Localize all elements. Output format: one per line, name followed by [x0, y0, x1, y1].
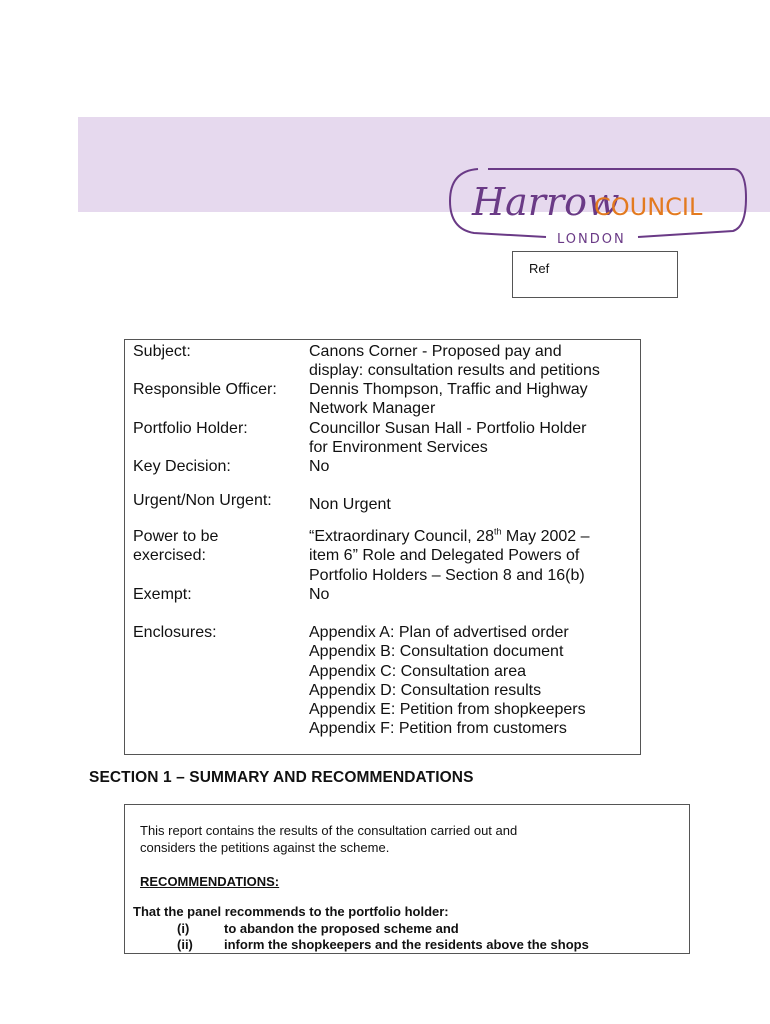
- portfolio-holder-line: Councillor Susan Hall - Portfolio Holder: [309, 420, 587, 437]
- power-label-line: exercised:: [133, 547, 206, 565]
- power-label: [133, 527, 313, 566]
- subject-value: [309, 342, 639, 381]
- exempt-value: No: [309, 586, 330, 603]
- responsible-officer-line: Network Manager: [309, 400, 436, 418]
- panel-recommendation-text: That the panel recommends to the portfolio holder:: [133, 904, 449, 919]
- recommendation-number: (ii): [177, 937, 193, 952]
- enclosure-item: Appendix B: Consultation document: [309, 643, 564, 661]
- summary-line: considers the petitions against the scheme.: [140, 840, 390, 855]
- power-value-line: Portfolio Holders – Section 8 and 16(b): [309, 566, 585, 584]
- power-label-line: Power to be: [133, 528, 219, 545]
- summary-text: [140, 822, 680, 856]
- recommendation-text: inform the shopkeepers and the residents above the shops: [224, 937, 589, 952]
- summary-box: [124, 804, 690, 954]
- harrow-council-logo: [448, 163, 748, 245]
- responsible-officer-value: [309, 380, 639, 419]
- portfolio-holder-label: Portfolio Holder:: [133, 420, 248, 437]
- subject-value-line: display: consultation results and petitions: [309, 362, 600, 380]
- enclosure-item: Appendix F: Petition from customers: [309, 720, 567, 738]
- recommendations-heading: RECOMMENDATIONS:: [140, 874, 280, 889]
- responsible-officer-line: Dennis Thompson, Traffic and Highway: [309, 381, 588, 398]
- power-value-line: item 6” Role and Delegated Powers of: [309, 547, 580, 565]
- key-decision-label: Key Decision:: [133, 458, 231, 475]
- enclosure-item: Appendix D: Consultation results: [309, 681, 542, 699]
- report-details-table: [124, 339, 641, 755]
- ref-box: [512, 251, 678, 298]
- power-value: [309, 527, 639, 585]
- urgency-label: Urgent/Non Urgent:: [133, 492, 272, 509]
- section-heading: SECTION 1 – SUMMARY AND RECOMMENDATIONS: [89, 769, 474, 786]
- logo-london-text: LONDON: [557, 232, 626, 245]
- key-decision-value: No: [309, 458, 330, 475]
- summary-line: This report contains the results of the consultation carried out and: [140, 823, 518, 838]
- responsible-officer-label: Responsible Officer:: [133, 381, 277, 398]
- recommendation-text: to abandon the proposed scheme and: [224, 921, 459, 936]
- enclosure-item: Appendix E: Petition from shopkeepers: [309, 701, 586, 719]
- logo-harrow-text: Harrow: [472, 180, 620, 224]
- portfolio-holder-value: [309, 419, 639, 458]
- ref-label: Ref: [529, 261, 550, 276]
- urgency-value: Non Urgent: [309, 496, 391, 513]
- enclosure-item: Appendix C: Consultation area: [309, 662, 527, 680]
- portfolio-holder-line: for Environment Services: [309, 439, 488, 457]
- enclosure-item: Appendix A: Plan of advertised order: [309, 624, 569, 641]
- subject-label: Subject:: [133, 343, 191, 360]
- subject-value-line: Canons Corner - Proposed pay and: [309, 343, 562, 360]
- logo-council-text: COUNCIL: [594, 193, 703, 221]
- enclosures-list: [309, 623, 639, 739]
- power-value-line: “Extraordinary Council, 28th May 2002 –: [309, 526, 590, 545]
- recommendation-number: (i): [177, 921, 190, 936]
- enclosures-label: Enclosures:: [133, 624, 217, 641]
- exempt-label: Exempt:: [133, 586, 192, 603]
